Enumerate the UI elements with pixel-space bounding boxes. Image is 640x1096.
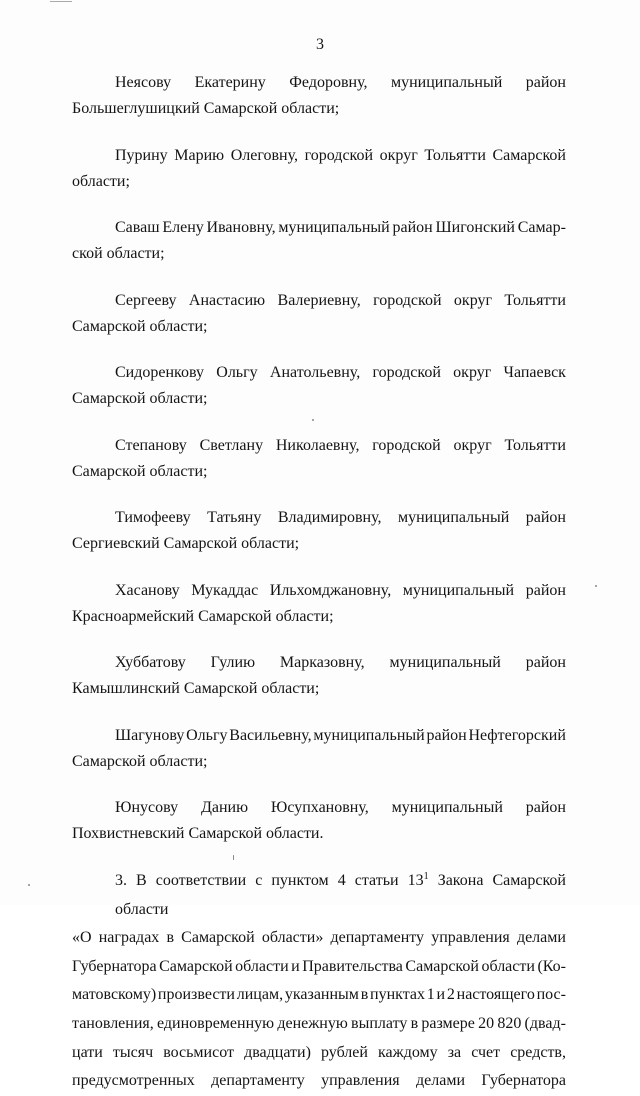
word: городской bbox=[372, 436, 441, 454]
word: средств, bbox=[510, 1043, 566, 1061]
word: счет bbox=[471, 1043, 501, 1061]
word: район bbox=[525, 654, 566, 671]
scan-mark bbox=[50, 1, 72, 2]
awardee-entry bbox=[72, 215, 566, 267]
word: Анатольевну, bbox=[269, 364, 361, 381]
word: настоящего bbox=[456, 986, 535, 1004]
word: делами bbox=[516, 929, 566, 947]
word: тановления, bbox=[72, 1014, 154, 1032]
word: муниципальный bbox=[313, 726, 425, 744]
word: Валериевну, bbox=[277, 291, 361, 309]
word: муниципальный bbox=[391, 799, 503, 816]
awardee-entry-line2: Самарской области; bbox=[72, 752, 208, 770]
item3-line bbox=[72, 867, 566, 924]
word: департаменту bbox=[211, 1072, 305, 1090]
awardee-entry bbox=[72, 578, 566, 630]
word: округ bbox=[379, 146, 418, 164]
word: Нефтегорский bbox=[468, 726, 566, 744]
word: управления bbox=[431, 929, 510, 947]
word: район bbox=[525, 581, 566, 599]
awardee-entry-line2: ской области; bbox=[72, 245, 165, 262]
word: Тимофееву bbox=[115, 509, 191, 526]
awardee-entry bbox=[72, 70, 566, 122]
word: «О bbox=[72, 929, 92, 947]
word: Степанову bbox=[115, 436, 187, 454]
word: пунктах bbox=[370, 986, 425, 1004]
word: лицам, bbox=[236, 986, 284, 1004]
word: Гулию bbox=[210, 654, 256, 671]
word: Самарской bbox=[492, 146, 566, 164]
word: единовременную bbox=[156, 1014, 275, 1032]
word: Юсупхановну, bbox=[270, 799, 369, 816]
awardee-entry bbox=[72, 433, 566, 485]
item3-line bbox=[72, 1067, 566, 1096]
word: Олеговну, bbox=[230, 146, 299, 164]
word: Мукаддас bbox=[191, 581, 259, 599]
word: в bbox=[360, 986, 369, 1004]
word: 20 bbox=[478, 1014, 495, 1032]
awardee-entry-line1 bbox=[72, 70, 566, 96]
awardee-entry-line1 bbox=[72, 143, 566, 169]
awardee-entry bbox=[72, 360, 566, 412]
awardee-entry-line1 bbox=[72, 505, 566, 531]
word: двадцати) bbox=[244, 1043, 311, 1061]
word: Анастасию bbox=[188, 291, 266, 309]
word: район bbox=[525, 509, 566, 526]
word: Саваш bbox=[115, 219, 160, 236]
word: области bbox=[235, 957, 289, 975]
item3-line bbox=[72, 1039, 566, 1068]
word: департаменту bbox=[330, 929, 425, 947]
item3-line bbox=[72, 981, 566, 1010]
word: Неясову bbox=[115, 74, 172, 91]
word: муниципальный bbox=[402, 581, 515, 599]
word: округ bbox=[453, 291, 493, 309]
awardee-entry-line1 bbox=[72, 578, 566, 604]
word: Ивановну, bbox=[206, 219, 276, 236]
word: Самарской bbox=[181, 929, 255, 947]
word: Татьяну bbox=[207, 509, 262, 526]
word: тысяч bbox=[112, 1043, 154, 1061]
item3-line bbox=[72, 953, 566, 982]
awardee-entry-line1 bbox=[72, 795, 566, 821]
awardee-entry-line2: Самарской области; bbox=[72, 462, 208, 480]
scan-speck bbox=[28, 884, 30, 886]
word: Шагунову bbox=[115, 726, 185, 744]
word: рублей bbox=[320, 1043, 368, 1061]
word: Ольгу bbox=[216, 364, 258, 381]
word: Васильевну, bbox=[229, 726, 312, 744]
word: в bbox=[410, 1014, 419, 1032]
word: Марию bbox=[174, 146, 225, 164]
awardee-entry-line2: Красноармейский Самарской области; bbox=[72, 607, 334, 625]
word: и bbox=[436, 986, 446, 1004]
word: Тольятти bbox=[424, 146, 486, 164]
word: предусмотренных bbox=[72, 1072, 195, 1090]
word: области bbox=[481, 957, 535, 975]
awardee-entry-line1 bbox=[72, 215, 566, 241]
word: 820 bbox=[497, 1014, 522, 1032]
word: (Ко- bbox=[537, 957, 566, 975]
word: Владимировну, bbox=[277, 509, 382, 526]
awardee-entry bbox=[72, 650, 566, 702]
word: цати bbox=[72, 1043, 103, 1061]
word: области» bbox=[261, 929, 324, 947]
word: восьмисот bbox=[163, 1043, 234, 1061]
word: район bbox=[525, 799, 566, 816]
word: Сидоренкову bbox=[115, 364, 205, 381]
awardee-entry-line2: Похвистневский Самарской области. bbox=[72, 825, 324, 842]
word: произвести bbox=[157, 986, 235, 1004]
scan-speck bbox=[233, 855, 234, 860]
word: и bbox=[291, 957, 300, 975]
word: округ bbox=[453, 364, 492, 381]
item3-line bbox=[72, 1010, 566, 1039]
word: Светлану bbox=[199, 436, 264, 454]
word: городской bbox=[372, 364, 441, 381]
awardee-entry-line1 bbox=[72, 723, 566, 749]
awardee-entry-line2: Сергиевский Самарской области; bbox=[72, 535, 300, 552]
word: выплату bbox=[351, 1014, 408, 1032]
awardee-entry bbox=[72, 288, 566, 340]
word: Марказовну, bbox=[279, 654, 365, 671]
awardee-entry bbox=[72, 143, 566, 195]
awardee-entry-line2: области; bbox=[72, 172, 130, 190]
word: район bbox=[392, 219, 433, 236]
awardee-entry-line2: Камышлинский Самарской области; bbox=[72, 680, 320, 697]
word: Елену bbox=[162, 219, 204, 236]
word: 2 bbox=[446, 986, 455, 1004]
word: муниципальный bbox=[390, 74, 503, 91]
item3-line bbox=[72, 924, 566, 953]
word: округ bbox=[453, 436, 492, 454]
word: Чапаевск bbox=[503, 364, 566, 381]
word: Шигонский bbox=[435, 219, 515, 236]
word: Правительства bbox=[302, 957, 403, 975]
word: Ольгу bbox=[186, 726, 228, 744]
word: 1 bbox=[426, 986, 435, 1004]
word: Екатерину bbox=[194, 74, 266, 91]
document-body bbox=[72, 70, 566, 1096]
scan-speck bbox=[312, 419, 314, 421]
word: каждому bbox=[378, 1043, 438, 1061]
word: матовскому) bbox=[72, 986, 157, 1004]
word: Федоровну, bbox=[289, 74, 368, 91]
word: (двад- bbox=[524, 1014, 566, 1032]
awardee-entry bbox=[72, 723, 566, 775]
word: Хуббатову bbox=[115, 654, 186, 671]
word: управления bbox=[321, 1072, 400, 1090]
word: делами bbox=[416, 1072, 466, 1090]
paragraph-item-3 bbox=[72, 867, 566, 1096]
word: Губернатора bbox=[72, 957, 157, 975]
word: Николаевну, bbox=[275, 436, 360, 454]
item3-line1-text: 3. В соответствии с пунктом 4 статьи $13^1$ Закона Самарской области bbox=[115, 871, 566, 918]
scan-speck bbox=[595, 585, 597, 587]
item3-lines bbox=[72, 924, 566, 1096]
word: Ильхомджановну, bbox=[269, 581, 392, 599]
word: денежную bbox=[277, 1014, 348, 1032]
awardee-entry bbox=[72, 505, 566, 557]
word: муниципальный bbox=[278, 219, 390, 236]
word: район bbox=[426, 726, 467, 744]
awardee-entry-line1 bbox=[72, 360, 566, 386]
awardee-entry bbox=[72, 795, 566, 847]
word: Пурину bbox=[115, 146, 168, 164]
word: размере bbox=[421, 1014, 475, 1032]
word: Самарской bbox=[159, 957, 233, 975]
word: Хасанову bbox=[115, 581, 180, 599]
word: пос- bbox=[536, 986, 566, 1004]
word: муниципальный bbox=[397, 509, 510, 526]
word: Губернатора bbox=[481, 1072, 566, 1090]
awardee-entry-line1 bbox=[72, 650, 566, 676]
word: район bbox=[525, 74, 566, 91]
word: Самар- bbox=[517, 219, 566, 236]
awardee-entry-line2: Большеглушицкий Самарской области; bbox=[72, 100, 340, 117]
page-number: 3 bbox=[316, 36, 324, 53]
word: Тольятти bbox=[504, 291, 566, 309]
word: Тольятти bbox=[504, 436, 566, 454]
awardee-list bbox=[72, 70, 566, 847]
word: муниципальный bbox=[389, 654, 501, 671]
awardee-entry-line2: Самарской области; bbox=[72, 390, 208, 407]
word: Сергееву bbox=[115, 291, 177, 309]
word: Юнусову bbox=[115, 799, 179, 816]
word: Данию bbox=[200, 799, 249, 816]
word: в bbox=[166, 929, 175, 947]
word: городской bbox=[373, 291, 442, 309]
word: наградах bbox=[98, 929, 160, 947]
article-superscript: 1 bbox=[423, 871, 429, 882]
awardee-entry-line2: Самарской области; bbox=[72, 317, 208, 335]
awardee-entry-line1 bbox=[72, 433, 566, 459]
awardee-entry-line1 bbox=[72, 288, 566, 314]
word: Самарской bbox=[405, 957, 479, 975]
word: городской bbox=[304, 146, 374, 164]
word: указанным bbox=[284, 986, 359, 1004]
word: за bbox=[447, 1043, 462, 1061]
